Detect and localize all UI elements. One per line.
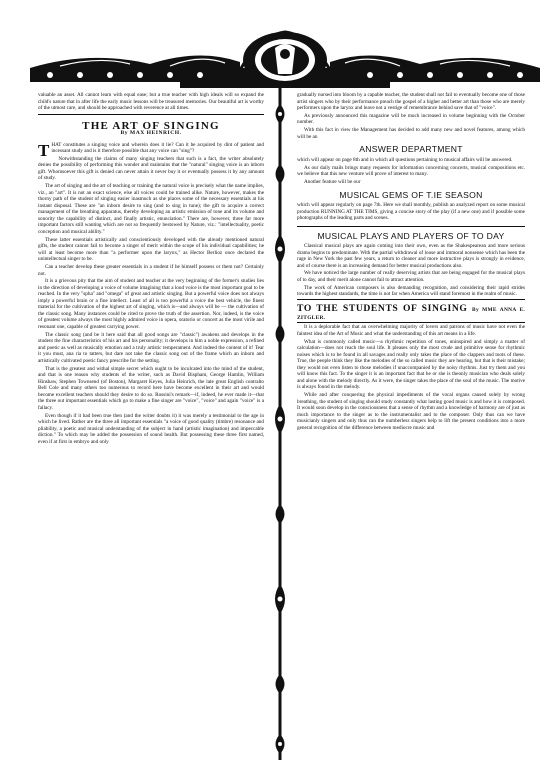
section-paragraph: As our daily mails brings many requests for information concerning concerts, musical compositions etc. we believe that this new venture will prove of interest to many. [297,164,525,178]
section-paragraph: Another feature will be our [304,179,361,186]
drop-cap: T [38,140,50,160]
answer-department-heading: ANSWER DEPARTMENT [359,144,463,155]
musical-plays-heading: MUSICAL PLAYS AND PLAYERS OF TO DAY [317,230,505,241]
continued-paragraph: gradually nursed into bloom by a capable teacher, the student shall not fail to eventually become one of those artist singers who by their performance preach the gospel of a higher and better art than those who are merely performers upon the larynx and leave not a vestige of remembrance behind save that of "voice". [297,92,525,111]
section-paragraph: which will appear regularly on page 7th. Here we shall monthly, publish an analyzed report on some musical production RUNNING AT THE TIMS, giving a concise story of the play (if a new one) and if possible some photographs of the leading parts and scenes. [297,202,525,222]
article-paragraph: Even though if it had been true then (and the writer doubts it) it was merely a testimonial to the age in which he lived. Rather are the three all important essentials "a voice of good quality (timbre) resonance and pliability, a poetic and musical understanding of the subject in hand (artistic imagination) and impeccable diction." To which may be added the possession of sound health. But possessing these three first named, even if at first in embryo and only [38,412,264,445]
article-byline: By MAX HEINRICH. [120,130,182,136]
article-paragraph: THAT constitutes a singing voice and wherein does it lie? Can it be acquired by dint of patient and incessant study and is it therefore possible that any voice can "sing"? [38,140,264,160]
ornamental-header [30,30,540,90]
announcement-paragraph: As previously announced this magazine will be much increased in volume beginning with the October number. [297,112,525,126]
article-title: THE ART OF SINGING [82,119,220,132]
section-paragraph: While and after conquering the physical impediments of the vocal organs caused solely by wrong breathing, the student of singing should study constantly what lasting good music is and how it is composed. It would soon develop in the consciousness that a sense of rhythm and a knowledge of harmony are of just as much importance to the singer as to the instrumentalist and to the composer. Only thus can we have musicianly singers and only thus can the numberless singers help to lift the present conditions into a more general recognition of the difference between mediocre music and [297,392,525,431]
section-paragraph: It is a deplorable fact that an overwhelming majority of lovers and patrons of music have not even the faintest idea of the Art of Music and what the understanding of this art means in a life. [297,324,525,337]
column-divider-ornament [268,84,292,760]
section-rule [297,299,525,300]
students-article-title: TO THE STUDENTS OF SINGING By MME ANNA E. ZITGLER. [297,303,525,321]
section-paragraph: The work of American composers is also demanding recognition, and considering their rapid strides towards the highest standards, the time is not far when America will stand foremost in the realm of music. [297,284,525,298]
article-paragraph: The art of singing and the art of teaching or training the natural voice is precisely what the name implies, viz., an "art". It is not an exact science, else all voices could be trained alike. Nature, however, makes the thorny path of the student of singing easier inasmuch as she places some of the necessary essentials at his instant disposal. These are "an inborn desire to sing (and to sing in tune); the gift to acquire a correct management of the breathing apparatus, thereby developing an artistic emission of tone and its volume and sonority the capability of distinct, and finally artistic, enunciation." There are, however, three far more important factors still wanting which are not so frequently bestowed by Nature, viz.: "intellectuality, poetic conception and musical ability." [38,183,264,235]
section-paragraph: What is commonly called music—a rhythmic repetition of tones, uninspired and simply a matter of calculation—does not reach the soul life. It pleases only the most crude and primitive sense for rhythmic noises which is to be found in all savages and really only takes the place of the clappers and toots of these. True, the people think they like the melodies of the so called music they are hearing, but that is their mistake; they would not even listen to those melodies if unaccompanied by the noisy rhythms. Just try them and you will know this fact. To the singer it is an important fact that he or she is theonly musician who deals solely and alone with the melody directly. As it were, the singer takes the place of the soul of the music. The motive is always found in the melody. [297,338,525,391]
title-rule-top [38,114,264,115]
article-paragraph: Can a teacher develop these greater essentials in a student if he himself possess or them not? Certainly not. [38,264,264,277]
announcement-paragraph: With this fact in view the Management has decided to add many new and novel features, among which will be an [297,127,525,140]
section-rule [297,226,525,227]
section-paragraph: which will appear on page 8th and in which all questions pertaining to musical affairs will be answered. [297,156,513,163]
section-paragraph: Classical musical plays are again coming into their own, even as the Shakespearean and more serious drama begins to predominate. With the partial withdrawal of loose and immoral nonsense which has been the rage in New York the past few years, a return to cleaner and more instructive plays is strongly in evidence, and of course there is an increasing demand for better musical productions also. [297,243,525,269]
article-paragraph: It is a grievous pity that the aim of student and teacher at the very beginning of the former's studies lies in the direction of developing a voice of volume imagining that a loud voice is the most important goal to be reached. In the very "spha" and "omega" of great and artistic singing. But a powerful voice does not always imply a powerful brain or a fine intellect. Least of all is too powerful a voice the best vehicle, the finest material for the cultivation of the highest art of singing, which is—and always will be — the cultivation of the classic song. Many instances could be cited to prove the truth of the assertion. Nor, indeed, is the voice of greatest volume always the most highly admired voice in opera, oratorio or concert as the most virile and resonant one, capable of greatest carrying power. [38,278,264,330]
left-column [38,92,264,447]
section-paragraph: We have noticed the large number of really deserving artists that are being engaged for the musical plays of to day, and their merit alone cannot fail to attract attention. [297,270,525,283]
article-paragraph: Notwithstanding the claims of many singing teachers that such is a fact, the writer absolutely denies the possibility of performing this wonder and maintains that the "natural" singing voice is an inborn gift. Whomsoever this gift is denied can never attain it never buy it or eventually possess it by any amount of study. [38,155,264,182]
intro-paragraph: valuable an asset. All cannot learn with equal ease; but a true teacher with high ideals will so expand the child's nature that in after life the early music lessons will be treasured memories. Our beautiful art is worthy of the utmost care, and should be approached with reverence at all times. [38,92,264,111]
article-paragraph: The classic song (and be it here said that all good songs are "classic") awakens and develops in the student the fine characteristics of his art and his personality; it develops in him a noble expression, a refined and poetic as well as musically emotion and a truly artistic temperament. And indeed the content of it! Tear it you must, ana ria to tatters, but dare not take the classic song out of the frame which an inborn and artistically cultivated poetic fancy prescribe for the setting. [38,331,264,364]
musical-gems-heading: MUSICAL GEMS OF T.IE SEASON [339,189,483,200]
article-paragraph: These latter essentials artistically and conscientiously developed with the already mentioned natural gifts, the student cannot fail to become a singer of merit within the scope of his individual capabilities; he will at least become more than "a performer upon the larynx," as Hector Berlioz once declared the unintellectual singer to be. [38,236,264,263]
students-article-byline: By MME ANNA E. ZITGLER. [297,307,525,321]
article-paragraph: That is the greatest and withal simple secret which ought to be inculcated into the mind of the student, and that is one reason why students of the writer, such as David Bispham, George Hamlin, William Hinshaw, Stephen Townsend (of Boston), Margaret Keyes, Julia Heinrich, the late great English contralto Bell Cole and many others too numerous to record here have become excellent in their art and would become excellent teachers should they desire to do so. Rossini's remark—if, indeed, he ever made it—that the three out important essentials which go to make a fine singer are "voice", "voice" and again "voice" is a fallacy. [38,365,264,411]
right-column [297,92,525,432]
